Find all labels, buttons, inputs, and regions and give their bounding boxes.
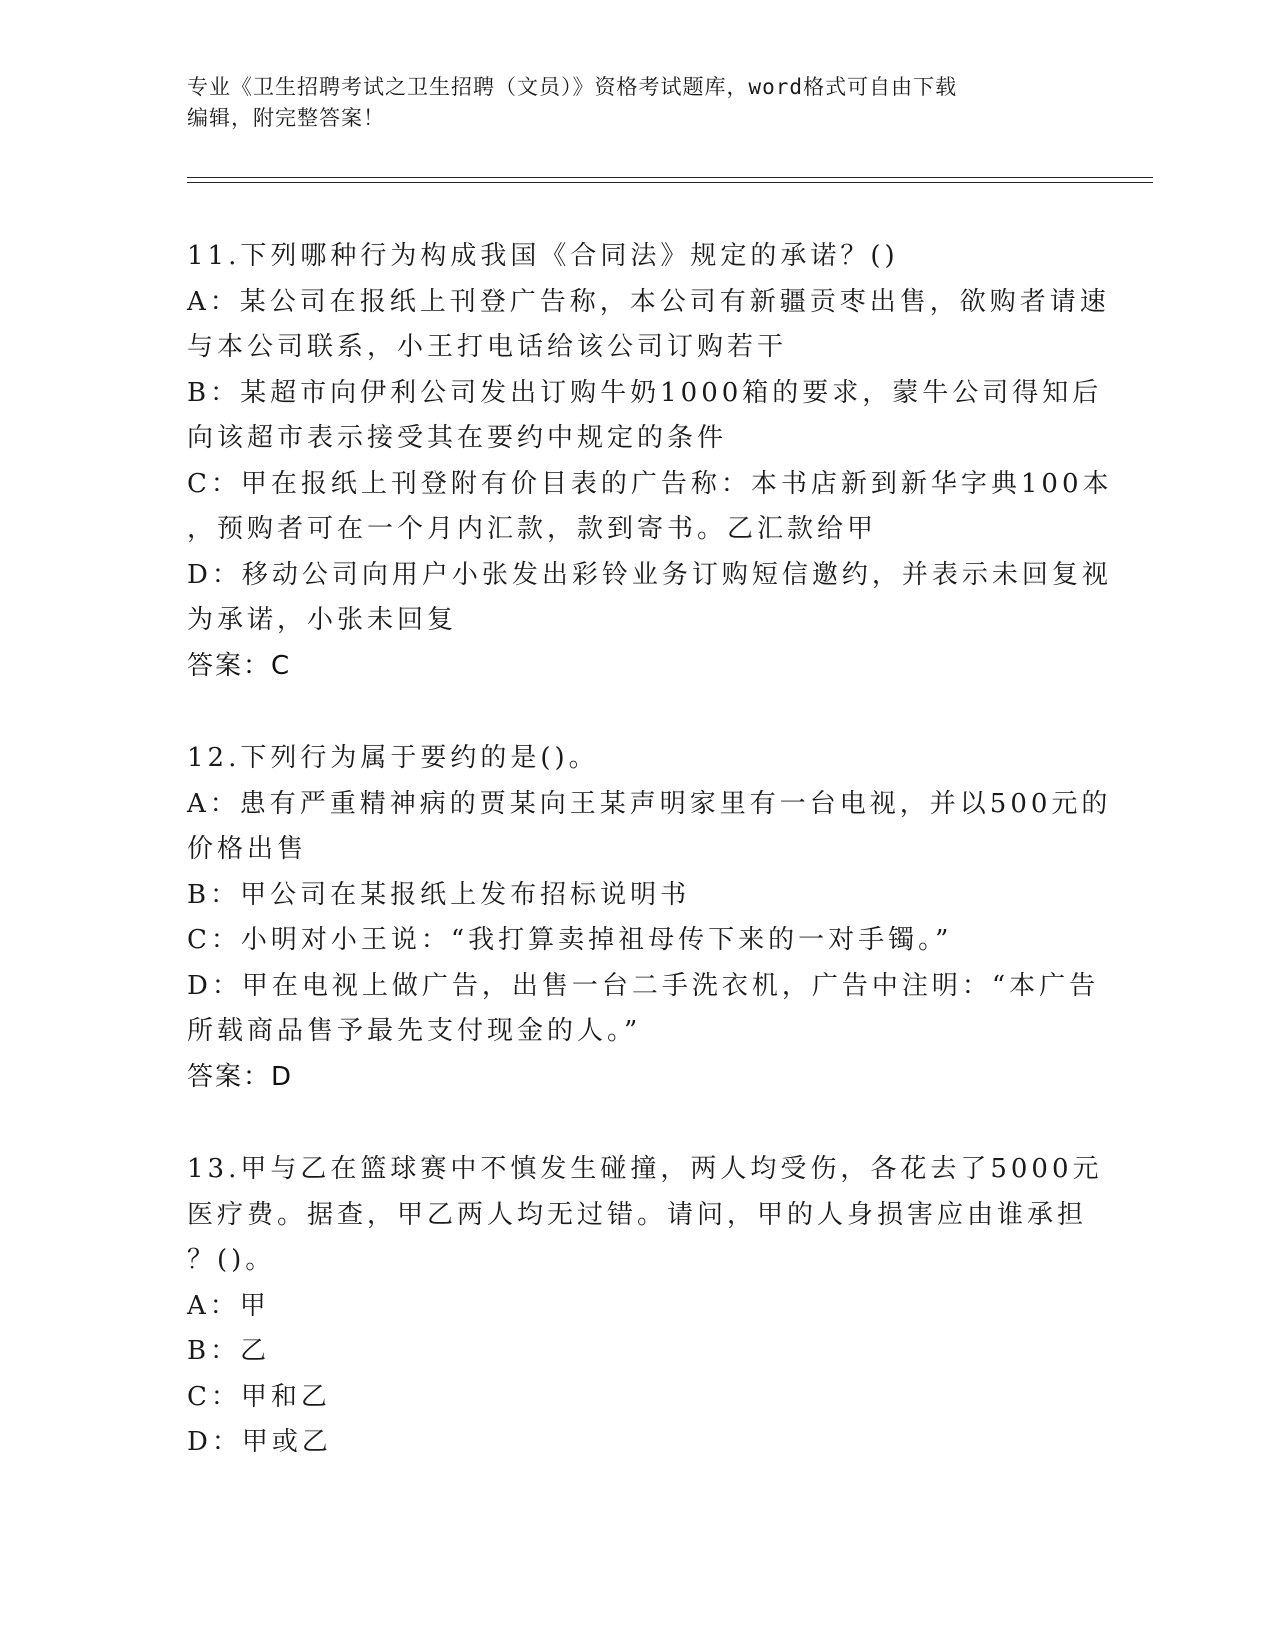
- question-stem: 13.甲与乙在篮球赛中不慎发生碰撞，两人均受伤，各花去了5000元: [187, 1154, 1103, 1184]
- option-a-continued: 价格出售: [187, 834, 308, 864]
- header-line: 专业《卫生招聘考试之卫生招聘（文员）》资格考试题库，word格式可自由下载: [187, 75, 958, 99]
- option-b: B：乙: [187, 1336, 271, 1366]
- option-d-continued: 所载商品售予最先支付现金的人。”: [187, 1016, 642, 1046]
- option-c-continued: ，预购者可在一个月内汇款，款到寄书。乙汇款给甲: [187, 514, 878, 544]
- document-header: [187, 72, 1067, 134]
- option-a: A：某公司在报纸上刊登广告称，本公司有新疆贡枣出售，欲购者请速: [187, 286, 1110, 317]
- option-c: C：甲和乙: [187, 1381, 331, 1412]
- question-stem-continued: ？()。: [187, 1245, 276, 1275]
- option-d: D：甲在电视上做广告，出售一台二手洗衣机，广告中注明：“本广告: [187, 970, 1100, 1001]
- question-12: [187, 736, 1112, 1100]
- question-stem: 12.下列行为属于要约的是()。: [187, 743, 599, 773]
- option-a: A：甲: [187, 1290, 270, 1321]
- option-a: A：患有严重精神病的贾某向王某声明家里有一台电视，并以500元的: [187, 788, 1112, 819]
- question-stem: 11.下列哪种行为构成我国《合同法》规定的承诺？(): [187, 241, 899, 271]
- header-divider-bottom: [187, 182, 1153, 183]
- option-b-continued: 向该超市表示接受其在要约中规定的条件: [187, 423, 728, 453]
- option-a-continued: 与本公司联系，小王打电话给该公司订购若干: [187, 332, 788, 362]
- question-13: [187, 1147, 1103, 1466]
- option-b: B：甲公司在某报纸上发布招标说明书: [187, 879, 691, 910]
- option-d: D：移动公司向用户小张发出彩铃业务订购短信邀约，并表示未回复视: [187, 559, 1112, 590]
- question-stem-continued: 医疗费。据查，甲乙两人均无过错。请问，甲的人身损害应由谁承担: [187, 1199, 1088, 1230]
- question-list: [187, 234, 1113, 1513]
- option-d-continued: 为承诺，小张未回复: [187, 605, 458, 635]
- answer-label: 答案：D: [187, 1061, 294, 1092]
- question-11: [187, 234, 1113, 689]
- answer-label: 答案：C: [187, 650, 292, 681]
- header-divider-top: [187, 177, 1153, 178]
- option-d: D：甲或乙: [187, 1427, 332, 1457]
- option-c: C：甲在报纸上刊登附有价目表的广告称：本书店新到新华字典100本: [187, 468, 1113, 499]
- option-c: C：小明对小王说：“我打算卖掉祖母传下来的一对手镯。”: [187, 925, 953, 955]
- header-line: 编辑，附完整答案！: [187, 106, 385, 130]
- option-b: B：某超市向伊利公司发出订购牛奶1000箱的要求，蒙牛公司得知后: [187, 377, 1103, 408]
